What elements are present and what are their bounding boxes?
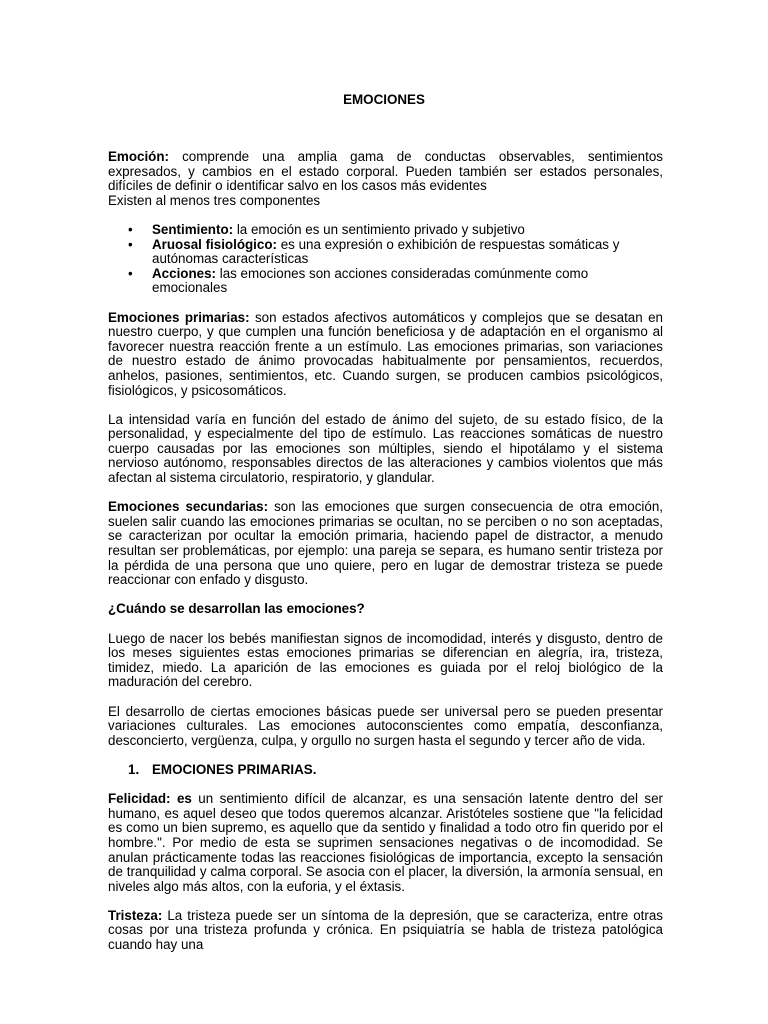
intro-text: comprende una amplia gama de conductas observables, sentimientos expresados, y cambios en el estado corporal. Pueden también ser estados personales, difíciles de definir o identificar salvo en los casos más evidentes <box>108 149 663 194</box>
document-title: EMOCIONES <box>343 92 425 107</box>
section-heading <box>108 763 663 778</box>
felicidad-text: un sentimiento difícil de alcanzar, es una sensación latente dentro del ser humano, es aquel deseo que todos queremos alcanzar. Aristóteles sostiene que "la felicidad es como un bien supremo, es aquello que da sentido y finalidad a todo otro fin querido por el hombre.". Por medio de esta se suprimen sensaciones negativas o de incomodidad. Se anulan prácticamente todas las reacciones fisiológicas de importancia, excepto la sensación de tranquilidad y calma corporal. Se asocia con el placer, la diversión, la armonía sensual, en niveles algo más altos, con la euforia, y el éxtasis. <box>108 791 663 894</box>
felicidad-paragraph <box>108 792 663 894</box>
tristeza-text: La tristeza puede ser un síntoma de la depresión, que se caracteriza, entre otras cosas por una tristeza profunda y crónica. En psiquiatría se habla de tristeza patológica cuando hay una <box>108 907 663 953</box>
intro-paragraph <box>108 150 663 208</box>
component-text: las emociones son acciones consideradas comúnmente como emocionales <box>152 265 589 296</box>
primarias-term: Emociones primarias: <box>108 309 250 325</box>
list-item <box>128 236 663 267</box>
section-label: EMOCIONES PRIMARIAS. <box>152 761 317 777</box>
primarias-text: son estados afectivos automáticos y complejos que se desatan en nuestro cuerpo, y que cumplen una función beneficiosa y de adaptación en el organismo al favorecer nuestra reacción frente a un estímulo. Las emociones primarias, son variaciones de nuestro estado de ánimo provocadas habitualmente por pensamientos, recuerdos, anhelos, pasiones, sentimientos, etc. Cuando surgen, se producen cambios psicológicos, fisiológicos, y psicosomáticos. <box>108 309 663 398</box>
luego-paragraph: Luego de nacer los bebés manifiestan signos de incomodidad, interés y disgusto, dentro de los meses siguientes estas emociones primarias se diferencian en alegría, ira, tristeza, timidez, miedo. La aparición de las emociones es guiada por el reloj biológico de la maduración del cerebro. <box>108 630 663 690</box>
question-heading <box>108 602 663 617</box>
tristeza-paragraph <box>108 909 663 953</box>
secundarias-term: Emociones secundarias: <box>108 499 269 515</box>
section-number: 1. <box>128 761 140 777</box>
secundarias-paragraph <box>108 500 663 588</box>
tristeza-term: Tristeza: <box>108 907 163 923</box>
document-body <box>108 150 663 953</box>
question-text: ¿Cuándo se desarrollan las emociones? <box>108 601 365 617</box>
component-term: Aruosal fisiológico: <box>152 236 277 252</box>
bullet-icon: • <box>128 236 133 252</box>
bullet-icon: • <box>128 221 133 237</box>
component-term: Sentimiento: <box>152 221 234 237</box>
bullet-icon: • <box>128 265 133 281</box>
primarias-paragraph <box>108 311 663 399</box>
intensidad-paragraph: La intensidad varía en función del estado de ánimo del sujeto, de su estado físico, de la personalidad, y especialmente del tipo de estímulo. Las reacciones somáticas de nuestro cuerpo causadas por las emociones son múltiples, siendo el hipotálamo y el sistema nervioso autónomo, responsables directos de las alteraciones y cambios violentos que más afectan al sistema circulatorio, respiratorio, y glandular. <box>108 411 663 486</box>
components-list <box>108 223 663 296</box>
list-item <box>128 221 663 238</box>
component-text: la emoción es un sentimiento privado y subjetivo <box>233 221 525 237</box>
list-item <box>128 265 663 296</box>
secundarias-text: son las emociones que surgen consecuencia de otra emoción, suelen salir cuando las emociones primarias se ocultan, no se perciben o no son aceptadas, se caracterizan por ocultar la emoción primaria, haciendo papel de distractor, a menudo resultan ser problemáticas, por ejemplo: una pareja se separa, es humano sentir tristeza por la pérdida de una persona que uno quiere, pero en lugar de demostrar tristeza se puede reaccionar con enfado y disgusto. <box>108 499 664 588</box>
intro-term: Emoción: <box>108 149 170 164</box>
desarrollo-paragraph: El desarrollo de ciertas emociones básicas puede ser universal pero se pueden presentar variaciones culturales. Las emociones autoconscientes como empatía, desconfianza, desconcierto, vergüenza, culpa, y orgullo no surgen hasta el segundo y tercer año de vida. <box>108 703 663 748</box>
felicidad-term: Felicidad: es <box>108 791 192 807</box>
component-text: es una expresión o exhibición de respuestas somáticas y autónomas características <box>152 236 620 267</box>
component-term: Acciones: <box>152 265 216 281</box>
intro-line2: Existen al menos tres componentes <box>108 192 321 208</box>
